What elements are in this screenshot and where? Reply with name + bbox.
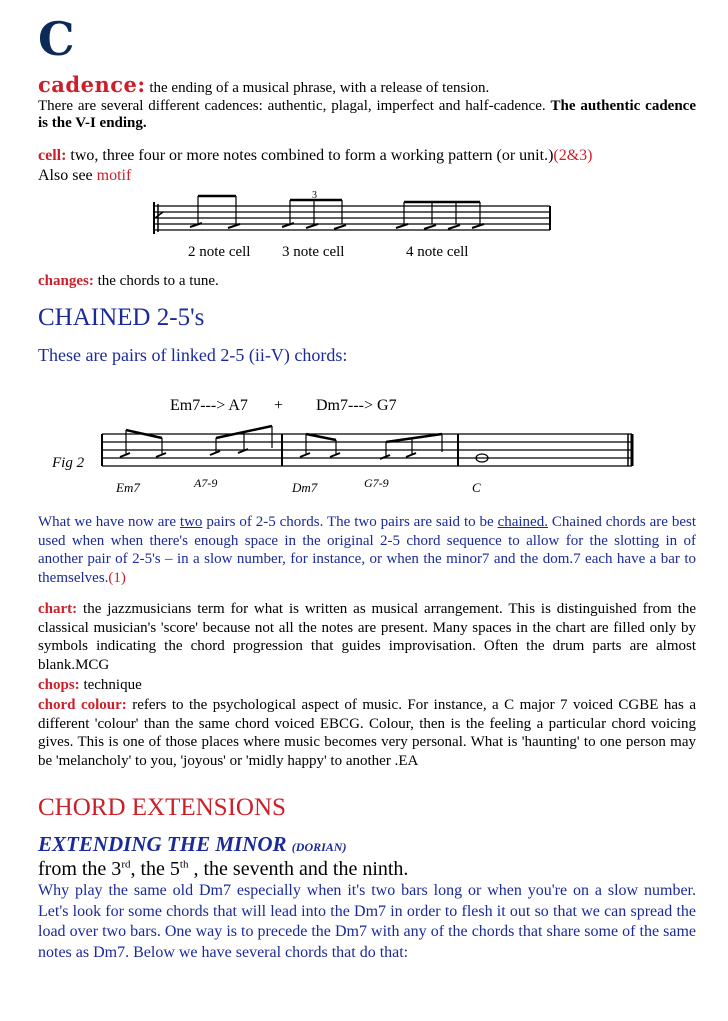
hand-c: C bbox=[472, 480, 481, 495]
hand-em7: Em7 bbox=[116, 480, 140, 495]
dorian-label: (DORIAN) bbox=[291, 840, 347, 854]
changes-definition: the chords to a tune. bbox=[93, 273, 219, 289]
extension-degrees bbox=[38, 858, 696, 880]
chord-plus: + bbox=[274, 397, 284, 414]
para-text-c: Chained chords are best used when when there's enough space in the original 2-5 chord sequence to allow for the slotting in of another pair of 2-5's – in a slow number, for instance, or when the minor7 and the dom.7 each have a bar to themselves. bbox=[38, 514, 697, 586]
para-chained: chained. bbox=[497, 514, 548, 530]
extending-minor-heading bbox=[38, 832, 696, 859]
entry-chord-colour bbox=[38, 696, 696, 770]
degrees-c: , the seventh and the ninth. bbox=[188, 858, 409, 880]
cadence-line2: There are several different cadences: authentic, plagal, imperfect and half-cadence. bbox=[38, 97, 551, 114]
entry-cadence bbox=[38, 72, 696, 133]
entry-chops bbox=[38, 677, 696, 695]
triplet-mark: 3 bbox=[312, 190, 317, 201]
term-cell: cell: bbox=[38, 147, 67, 164]
chord-line-a: Em7---> A7 bbox=[170, 397, 248, 414]
cell-ref: (2&3) bbox=[553, 147, 593, 164]
caption-2-note-cell: 2 note cell bbox=[188, 244, 251, 260]
hand-dm7: Dm7 bbox=[292, 480, 318, 495]
para-text-a: What we have now are bbox=[38, 514, 180, 530]
fig-label: Fig 2 bbox=[52, 455, 85, 471]
cadence-authentic: The authentic cadence is the V-I ending. bbox=[38, 97, 696, 131]
degrees-b: , the 5 bbox=[130, 858, 180, 880]
cell-definition: two, three four or more notes combined to form a working pattern (or unit.) bbox=[66, 147, 554, 164]
chart-definition: the jazzmusicians term for what is written as musical arrangement. This is distinguished from the classical musician's 'score' because not all the notes are present. Many spaces in the chart are filled only by symbols indicating the chord progression that guides improvisation. Often the drum parts are almost blank.MCG bbox=[38, 601, 696, 673]
para-ref: (1) bbox=[108, 569, 126, 586]
extensions-paragraph: Why play the same old Dm7 especially when it's two bars long or when you're on a slow number. Let's look for some chords that will lead into the Dm7 in order to flesh it out so that we can spread the load over two bars. One way is to precede the Dm7 with any of the chords that share some of the same notes as Dm7. Below we have several chords that do that: bbox=[38, 882, 696, 961]
page-letter: C bbox=[38, 12, 75, 66]
chord-line-b: Dm7---> G7 bbox=[316, 397, 397, 414]
term-chord-colour: chord colour: bbox=[38, 697, 127, 713]
chops-definition: technique bbox=[79, 677, 142, 693]
cell-staff-figure bbox=[150, 190, 560, 240]
para-two: two bbox=[179, 514, 203, 530]
entry-changes bbox=[38, 273, 696, 291]
entry-chart bbox=[38, 600, 696, 674]
term-chops: chops: bbox=[38, 677, 80, 693]
heading-chained: CHAINED 2-5's bbox=[38, 304, 205, 331]
para-text-b: pairs of 2-5 chords. The two pairs are said to be bbox=[202, 514, 498, 530]
caption-4-note-cell: 4 note cell bbox=[406, 244, 469, 260]
sup-rd: rd bbox=[121, 858, 131, 871]
cadence-definition: the ending of a musical phrase, with a release of tension. bbox=[145, 80, 490, 96]
heading-chord-extensions: CHORD EXTENSIONS bbox=[38, 794, 286, 821]
sup-th: th bbox=[179, 858, 189, 871]
entry-cell bbox=[38, 146, 696, 186]
term-cadence: cadence: bbox=[38, 72, 146, 97]
caption-3-note-cell: 3 note cell bbox=[282, 244, 345, 260]
chained-paragraph bbox=[38, 513, 696, 587]
motif-link[interactable]: motif bbox=[96, 167, 132, 184]
cell-also-see: Also see bbox=[38, 167, 97, 184]
term-changes: changes: bbox=[38, 273, 94, 289]
term-chart: chart: bbox=[38, 601, 78, 617]
fig2-staff-figure bbox=[96, 424, 646, 474]
degrees-a: from the 3 bbox=[38, 858, 122, 880]
chained-subheading: These are pairs of linked 2-5 (ii-V) chords: bbox=[38, 345, 348, 365]
extending-minor-title: EXTENDING THE MINOR bbox=[38, 832, 292, 856]
hand-g7: G7-9 bbox=[364, 476, 389, 490]
chord-colour-definition: refers to the psychological aspect of music. For instance, a C major 7 voiced CGBE has a different 'colour' than the same chord voiced EBCG. Colour, then is the feeling a particular chord voicing gives. This is one of those places where music becomes very personal. What is 'haunting' to one person may be 'melancholy' to you, 'joyous' or 'midly happy' to another .EA bbox=[38, 697, 696, 769]
hand-a7: A7-9 bbox=[194, 476, 218, 490]
